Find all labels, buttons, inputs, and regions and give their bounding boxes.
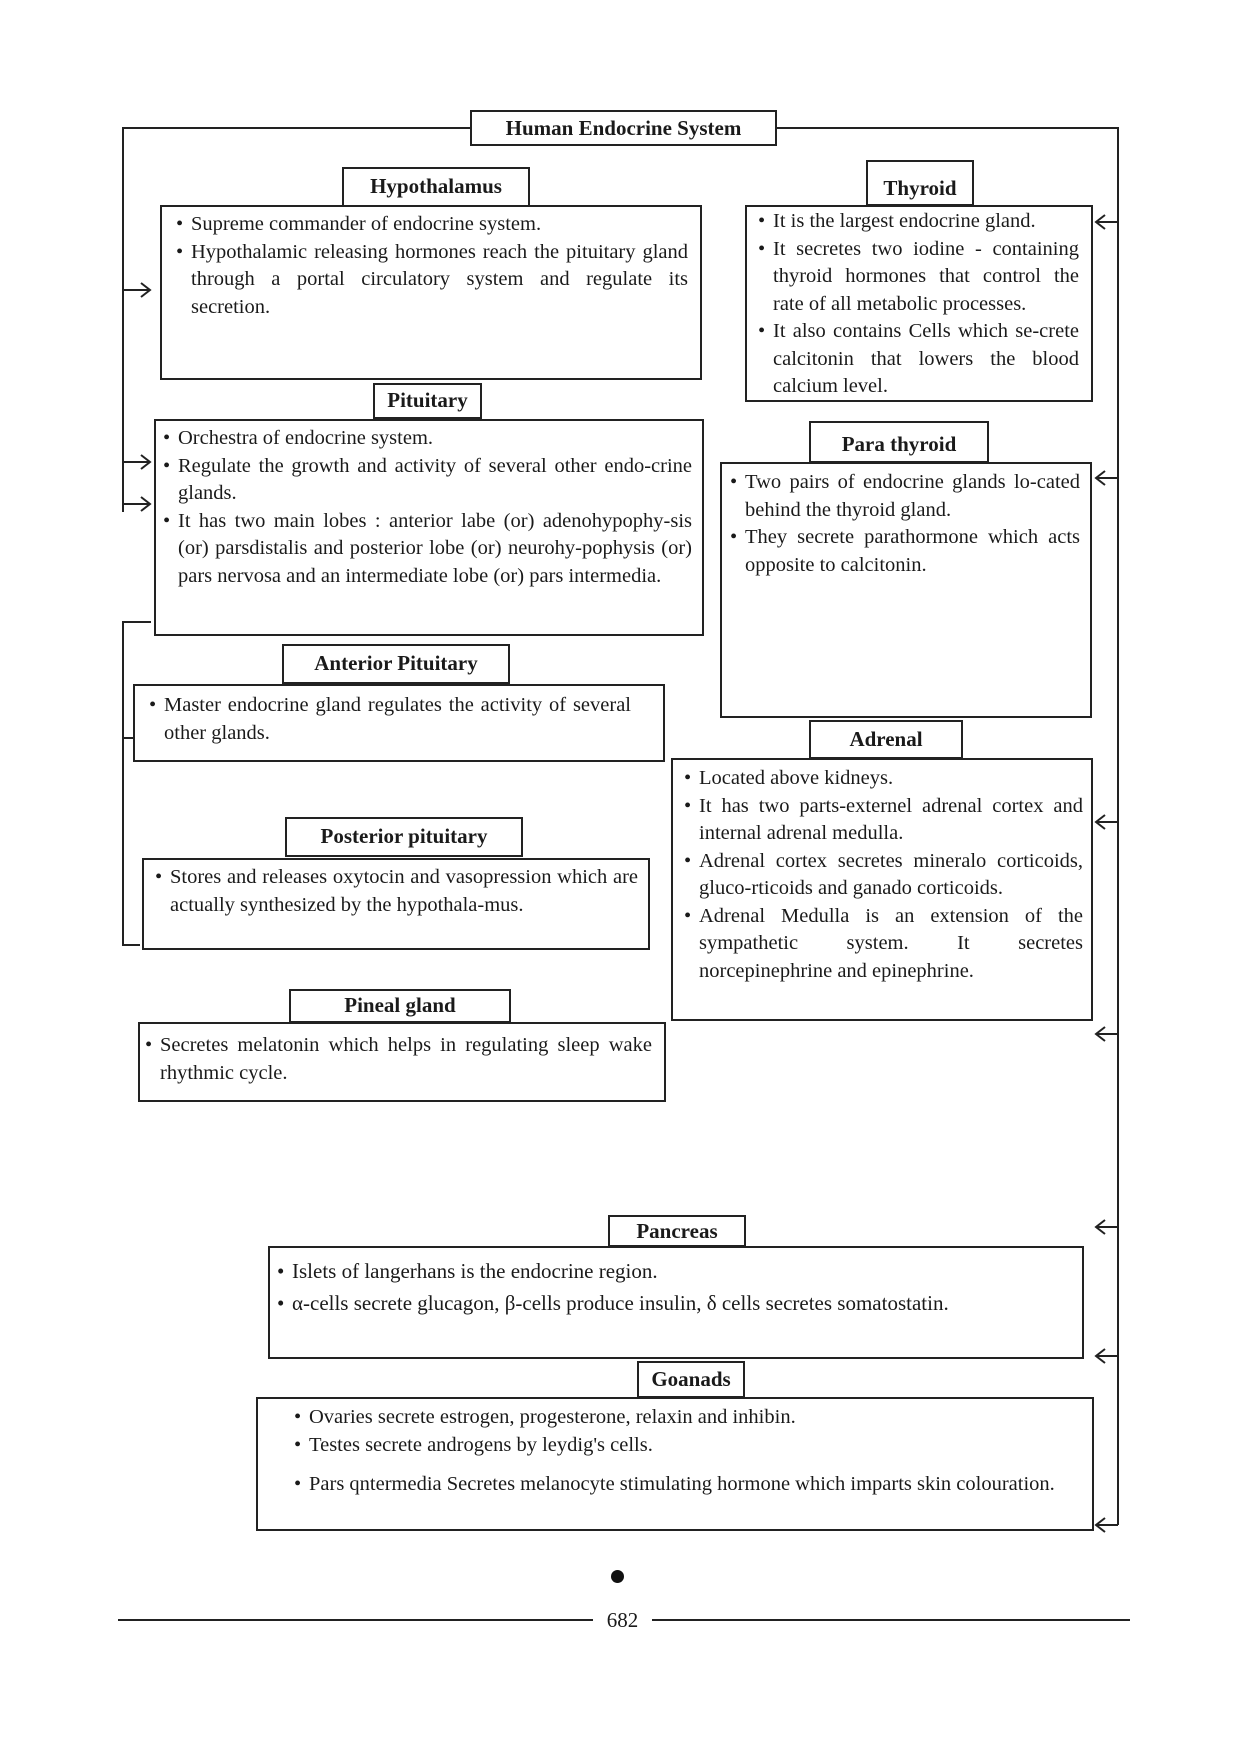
posterior-pituitary-box: [142, 858, 650, 950]
pituitary-point: • It has two main lobes : anterior labe (or) adenohypophy-sis (or) parsdistalis and posterior lobe (or) neurohy-pophysis (or) pars nervosa and an intermediate lobe (or) pars intermedia.: [161, 508, 692, 591]
arrow-to-adrenal-medulla: [1096, 1027, 1118, 1041]
posterior-pituitary-title: Posterior pituitary: [285, 817, 523, 857]
gonads-title: Goanads: [637, 1361, 745, 1398]
arrow-to-pituitary-2: [123, 497, 150, 511]
pineal-gland-point: • Secretes melatonin which helps in regulating sleep wake rhythmic cycle.: [143, 1032, 652, 1087]
parathyroid-point: • Two pairs of endocrine glands lo-cated behind the thyroid gland.: [728, 469, 1080, 524]
pituitary-point: • Orchestra of endocrine system.: [161, 425, 692, 453]
arrow-to-parathyroid: [1096, 471, 1118, 485]
anterior-pituitary-point: • Master endocrine gland regulates the activity of several other glands.: [147, 692, 631, 747]
hypothalamus-point: • Hypothalamic releasing hormones reach the pituitary gland through a portal circulatory system and regulate its secretion.: [174, 239, 688, 322]
hypothalamus-title: Hypothalamus: [342, 167, 530, 207]
arrow-to-pituitary-1: [123, 455, 150, 469]
adrenal-point: • Adrenal cortex secretes mineralo corticoids, gluco-rticoids and ganado corticoids.: [682, 848, 1083, 903]
arrow-to-gonads: [1096, 1518, 1118, 1532]
parathyroid-title: Para thyroid: [809, 421, 989, 463]
arrow-to-thyroid: [1096, 215, 1118, 229]
pituitary-box: [154, 419, 704, 636]
pineal-gland-box: [138, 1022, 666, 1102]
thyroid-title: Thyroid: [866, 160, 974, 206]
pancreas-point: • α-cells secrete glucagon, β-cells produce insulin, δ cells secretes somatostatin.: [275, 1287, 1070, 1319]
pancreas-title: Pancreas: [608, 1215, 746, 1247]
hypothalamus-point: • Supreme commander of endocrine system.: [174, 211, 688, 239]
thyroid-point: • It is the largest endocrine gland.: [756, 208, 1079, 236]
adrenal-point: • Located above kidneys.: [682, 765, 1083, 793]
pituitary-point: • Regulate the growth and activity of several other endo-crine glands.: [161, 453, 692, 508]
anterior-pituitary-title: Anterior Pituitary: [282, 644, 510, 684]
adrenal-title: Adrenal: [809, 720, 963, 759]
diagram-title: Human Endocrine System: [470, 110, 777, 146]
pancreas-box: [268, 1246, 1084, 1359]
thyroid-point: • It secretes two iodine - containing thyroid hormones that control the rate of all metabolic processes.: [756, 236, 1079, 319]
pituitary-title: Pituitary: [373, 383, 482, 419]
gonads-point: • Testes secrete androgens by leydig's cells.: [292, 1432, 1080, 1460]
parathyroid-point: • They secrete parathormone which acts opposite to calcitonin.: [728, 524, 1080, 579]
pancreas-point: • Islets of langerhans is the endocrine region.: [275, 1255, 1070, 1287]
page-bullet-dot: [611, 1570, 624, 1583]
thyroid-point: • It also contains Cells which se-crete calcitonin that lowers the blood calcium level.: [756, 318, 1079, 401]
adrenal-point: • Adrenal Medulla is an extension of the sympathetic system. It secretes norcepinephrine and epinephrine.: [682, 903, 1083, 986]
anterior-pituitary-box: [133, 684, 665, 762]
arrow-to-hypothalamus: [123, 283, 150, 297]
gonads-box: [256, 1397, 1094, 1531]
arrow-to-adrenal: [1096, 815, 1118, 829]
parathyroid-box: [720, 462, 1092, 718]
pineal-gland-title: Pineal gland: [289, 989, 511, 1023]
thyroid-box: [745, 205, 1093, 402]
arrow-to-pancreas: [1096, 1220, 1118, 1234]
gonads-point: • Ovaries secrete estrogen, progesterone, relaxin and inhibin.: [292, 1404, 1080, 1432]
hypothalamus-box: [160, 205, 702, 380]
posterior-pituitary-point: • Stores and releases oxytocin and vasopression which are actually synthesized by the hypothala-mus.: [153, 864, 638, 919]
adrenal-box: [671, 758, 1093, 1021]
page-number: 682: [606, 1608, 639, 1632]
adrenal-point: • It has two parts-externel adrenal cortex and internal adrenal medulla.: [682, 793, 1083, 848]
gonads-point: • Pars qntermedia Secretes melanocyte stimulating hormone which imparts skin colouration.: [292, 1471, 1080, 1499]
arrow-to-pancreas-box: [1096, 1349, 1118, 1363]
